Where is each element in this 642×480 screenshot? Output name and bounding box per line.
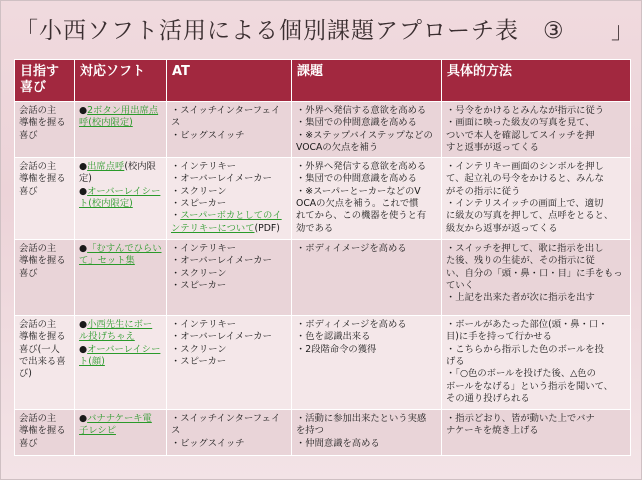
- software-link[interactable]: ト(顔): [79, 356, 105, 368]
- goal-cell-line: 喜び(一人: [19, 343, 60, 355]
- at-cell: [167, 410, 292, 456]
- software-line: [79, 344, 162, 356]
- software-line: [79, 198, 162, 210]
- at-cell-line: ・スクリーン: [171, 267, 227, 279]
- goal-cell-line: 会話の主: [19, 105, 57, 116]
- method-cell: [442, 102, 631, 158]
- issue-cell-line: ・ボディイメージを高める: [296, 243, 407, 255]
- at-cell-line: ス: [171, 425, 181, 437]
- method-cell-line: ・指示どおり、皆が動いた上でバナ: [446, 413, 595, 425]
- issue-cell-line: VOCAの欠点を補う: [296, 141, 379, 153]
- method-cell-line: い、自分の「頭・鼻・口・目」に手をもっ: [446, 267, 623, 279]
- header-software: 対応ソフト: [75, 60, 167, 102]
- goal-cell-line: 導権を握る: [19, 117, 66, 129]
- bullet-icon: ●: [79, 319, 88, 331]
- goal-cell-line: 導権を握る: [19, 425, 66, 437]
- software-line: [79, 161, 162, 173]
- goal-cell-line: 喜び: [19, 267, 38, 279]
- bullet-icon: ●: [79, 161, 88, 173]
- goal-cell-line: 導権を握る: [19, 331, 66, 343]
- issue-cell-line: ・ボディイメージを高める: [296, 319, 407, 331]
- issue-cell-line: ・外界へ発信する意欲を高める: [296, 105, 427, 116]
- software-cell: [75, 410, 167, 456]
- software-line: [79, 117, 162, 129]
- issue-cell-line: ・活動に参加出来たという実感: [296, 413, 427, 425]
- table-body: [15, 102, 631, 456]
- method-cell-line: 級友から返事が返ってくる: [446, 222, 558, 234]
- goal-cell: [15, 158, 75, 240]
- header-goal: 目指す喜び: [15, 60, 75, 102]
- at-cell-line: ・スイッチインターフェイ: [171, 105, 281, 116]
- goal-cell-line: 会話の主: [19, 243, 57, 255]
- at-cell-line: ・オーバーレイメーカー: [171, 331, 272, 343]
- issue-cell-line: ・集団での仲間意識を高める: [296, 173, 417, 185]
- at-cell-line: ・インテリキー: [171, 319, 237, 331]
- method-cell: [442, 316, 631, 410]
- software-cell: [75, 240, 167, 316]
- bullet-icon: ●: [79, 413, 88, 425]
- method-cell-line: ・上記を出来た者が次に指示を出す: [446, 292, 595, 304]
- goal-cell-line: 会話の主: [19, 161, 57, 173]
- at-cell-line: ・ビッグスイッチ: [171, 437, 245, 449]
- method-cell-line: その通り投げられる: [446, 392, 530, 404]
- method-cell-line: ていく: [446, 280, 474, 292]
- goal-cell-line: で出来る喜: [19, 356, 66, 368]
- issue-cell: [292, 102, 442, 158]
- software-link[interactable]: 出席点呼: [87, 161, 125, 173]
- method-cell-line: て、起立礼の号令をかけると、みんな: [446, 173, 604, 185]
- method-cell-line: ・「○色のボールを投げた後、△色の: [446, 368, 596, 380]
- bullet-icon: ・: [171, 210, 181, 222]
- software-line: [79, 105, 162, 117]
- software-link[interactable]: オーバーレイシー: [87, 185, 161, 197]
- software-line: [79, 186, 162, 198]
- method-cell-line: ついで本人を確認してスイッチを押: [446, 129, 595, 141]
- method-cell-line: すと返事が返ってくる: [446, 141, 539, 153]
- goal-cell-line: 喜び: [19, 185, 38, 197]
- header-at: AT: [167, 60, 292, 102]
- issue-cell-line: れてから、この機器を使うと有: [296, 210, 427, 222]
- bullet-icon: ●: [79, 243, 88, 255]
- table-row: [15, 102, 631, 158]
- table-row: [15, 316, 631, 410]
- software-link[interactable]: 呼(校内限定): [79, 117, 133, 129]
- title-close-bracket: 」: [611, 18, 635, 44]
- method-cell-line: ナケーキを焼き上げる: [446, 425, 539, 437]
- software-link[interactable]: バナナケーキ電: [87, 413, 152, 425]
- software-cell: [75, 158, 167, 240]
- software-link[interactable]: オーバーレイシー: [87, 343, 161, 355]
- software-line: [79, 356, 162, 368]
- method-cell-line: 目)に手を持って行かせる: [446, 331, 552, 343]
- software-line: [79, 425, 162, 437]
- pdf-label: (PDF): [254, 222, 280, 234]
- issue-cell-line: ・2段階命令の獲得: [296, 343, 377, 355]
- method-cell-line: げる: [446, 356, 465, 368]
- method-cell: [442, 240, 631, 316]
- issue-cell-line: ・外界へ発信する意欲を高める: [296, 161, 427, 173]
- table-header-row: [15, 60, 631, 102]
- at-cell-line: ・スクリーン: [171, 343, 227, 355]
- issue-cell: [292, 240, 442, 316]
- software-note: (校内限: [124, 161, 156, 173]
- method-cell-line: ・こちらから指示した色のボールを投: [446, 343, 604, 355]
- table-row: [15, 240, 631, 316]
- at-cell-line: ・スピーカー: [171, 280, 227, 292]
- method-cell-line: がその指示に従う: [446, 185, 521, 197]
- bullet-icon: ●: [79, 185, 88, 197]
- at-cell-line: ・オーバーレイメーカー: [171, 173, 272, 185]
- goal-cell-line: 喜び: [19, 129, 38, 141]
- software-link[interactable]: 「むすんでひらい: [87, 243, 162, 255]
- at-cell-line: [171, 223, 287, 235]
- software-line: [79, 331, 162, 343]
- issue-cell-line: 効である: [296, 222, 334, 234]
- issue-cell: [292, 316, 442, 410]
- at-cell-line: ・スピーカー: [171, 198, 227, 210]
- software-line: [79, 173, 162, 185]
- goal-cell-line: び): [19, 368, 32, 380]
- method-cell-line: ・ボールがあたった部位(頭・鼻・口・: [446, 319, 608, 331]
- method-cell-line: に級友の写真を押して、点呼をとると、: [446, 210, 614, 222]
- software-note: 定): [79, 173, 92, 185]
- header-method: 具体的方法: [442, 60, 631, 102]
- software-line: [79, 319, 162, 331]
- issue-cell-line: ・※スーパーとーカーなどのV: [296, 185, 421, 197]
- issue-cell-line: ・※ステップバイステップなどの: [296, 129, 433, 141]
- issue-cell-line: ・集団での仲間意識を高める: [296, 117, 417, 129]
- goal-cell-line: 会話の主: [19, 413, 57, 425]
- pdf-link[interactable]: ンテリキーについて: [171, 222, 255, 234]
- method-cell-line: ・スイッチを押して、歌に指示を出し: [446, 243, 604, 255]
- method-cell-line: ・画面に映った級友の写真を見て、: [446, 117, 595, 129]
- software-link[interactable]: 子レシピ: [79, 425, 116, 437]
- approach-table: [14, 59, 631, 456]
- software-line: [79, 413, 162, 425]
- software-link[interactable]: ル投げちゃえ: [79, 331, 135, 343]
- software-cell: [75, 316, 167, 410]
- goal-cell: [15, 102, 75, 158]
- at-cell-line: ・ビッグスイッチ: [171, 129, 245, 141]
- at-cell: [167, 158, 292, 240]
- software-link[interactable]: て」セット集: [79, 255, 135, 267]
- at-cell: [167, 316, 292, 410]
- method-cell-line: た後、残りの生徒が、その指示に従: [446, 255, 595, 267]
- software-link[interactable]: ト(校内限定): [79, 198, 133, 210]
- title-number: ③: [543, 18, 565, 44]
- at-cell-line: ・インテリキー: [171, 161, 237, 173]
- at-cell-line: ・スイッチインターフェイ: [171, 413, 281, 425]
- at-cell-line: [171, 210, 287, 222]
- at-cell-line: ・スクリーン: [171, 185, 227, 197]
- goal-cell-line: 導権を握る: [19, 255, 66, 267]
- goal-cell: [15, 410, 75, 456]
- table-row: [15, 410, 631, 456]
- pdf-link[interactable]: スーパーボカとしてのイ: [180, 210, 282, 222]
- goal-cell: [15, 240, 75, 316]
- software-cell: [75, 102, 167, 158]
- software-line: [79, 255, 162, 267]
- page-title: [15, 11, 635, 51]
- method-cell: [442, 158, 631, 240]
- title-main: 「小西ソフト活用による個別課題アプローチ表: [15, 18, 519, 44]
- issue-cell: [292, 410, 442, 456]
- method-cell-line: ボールをなげる」という指示を聞いて、: [446, 380, 613, 392]
- header-issue: 課題: [292, 60, 442, 102]
- at-cell: [167, 102, 292, 158]
- at-cell: [167, 240, 292, 316]
- at-cell-line: ・オーバーレイメーカー: [171, 255, 272, 267]
- method-cell-line: ・インテリキー画面のシンボルを押し: [446, 161, 604, 173]
- table-row: [15, 158, 631, 240]
- goal-cell: [15, 316, 75, 410]
- software-link[interactable]: 2ボタン用出席点: [87, 105, 159, 116]
- method-cell: [442, 410, 631, 456]
- issue-cell-line: を持つ: [296, 425, 324, 437]
- issue-cell-line: ・仲間意識を高める: [296, 437, 380, 449]
- goal-cell-line: 会話の主: [19, 319, 57, 331]
- goal-cell-line: 喜び: [19, 437, 38, 449]
- issue-cell-line: ・色を認識出来る: [296, 331, 371, 343]
- at-cell-line: ・インテリキー: [171, 243, 237, 255]
- bullet-icon: ●: [79, 343, 88, 355]
- goal-cell-line: 導権を握る: [19, 173, 66, 185]
- bullet-icon: ●: [79, 105, 88, 116]
- issue-cell-line: OCAの欠点を補う。これで慣: [296, 198, 419, 210]
- software-line: [79, 243, 162, 255]
- at-cell-line: ・スピーカー: [171, 356, 227, 368]
- at-cell-line: ス: [171, 117, 181, 129]
- software-link[interactable]: 小西先生にボー: [87, 319, 153, 331]
- issue-cell: [292, 158, 442, 240]
- method-cell-line: ・号令をかけるとみんなが指示に従う: [446, 105, 605, 116]
- method-cell-line: ・インテリスイッチの画面上で、適切: [446, 198, 604, 210]
